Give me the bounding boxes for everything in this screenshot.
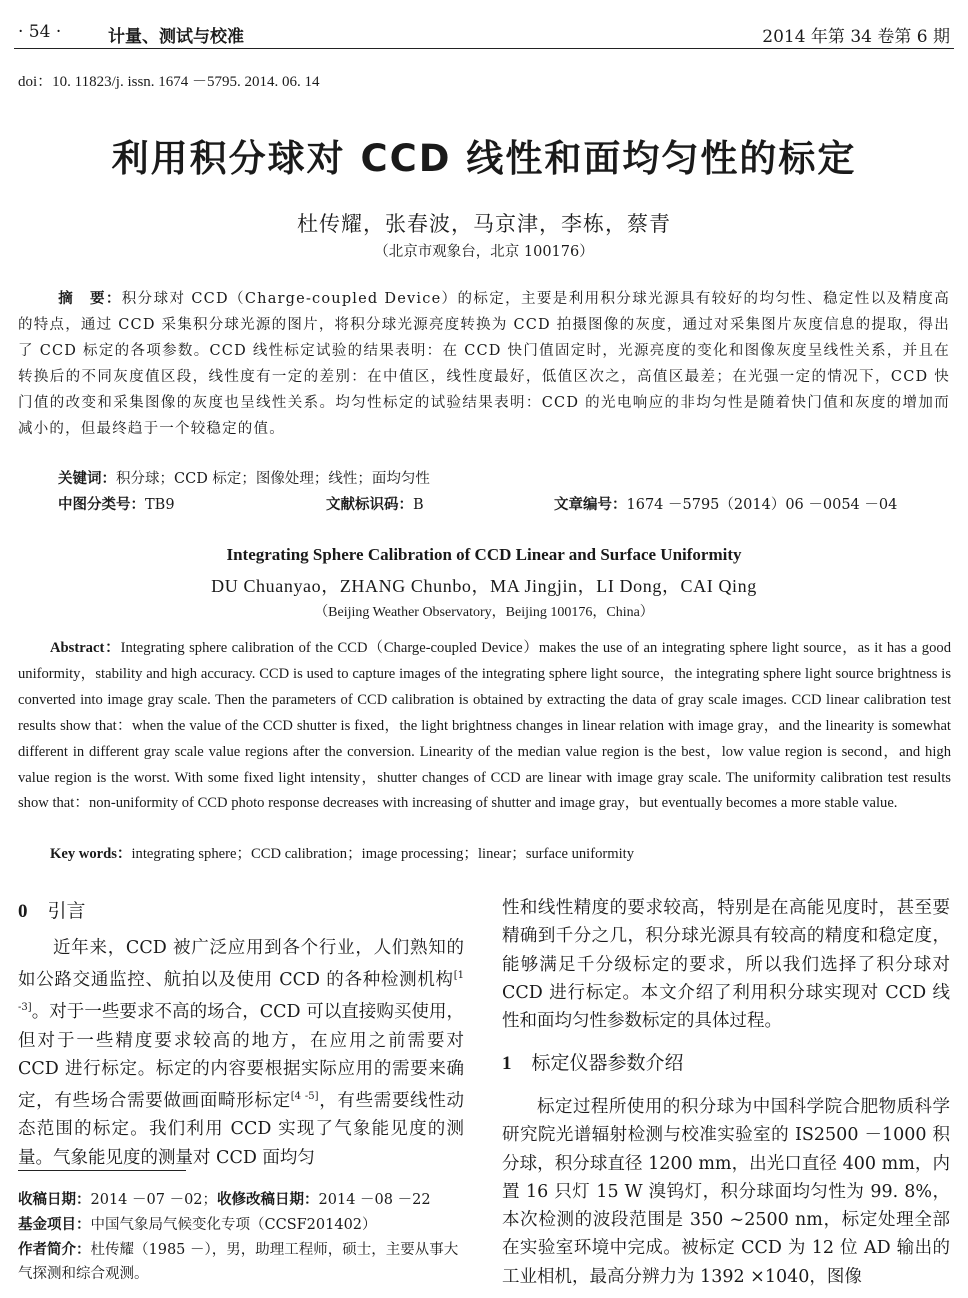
keywords-en bbox=[50, 842, 634, 863]
section-1-heading bbox=[502, 1048, 684, 1075]
abstract-en-text: Integrating sphere calibration of the CCD（Charge-coupled Device）makes the use of an integrating sphere light source，as it has a good uniformity，stability and high accuracy. CCD is used to capture images of the integrating sphere light source，the integrating sphere light source brightness is converted into image gray scale. Then the parameters of CCD calibration is obtained by extracting the data of gray scale images. CCD linear calibration test results show that：when the value of the CCD shutter is fixed，the light brightness changes in linear relation with image gray，and the linearity is somewhat different in different gray scale value regions after the conversion. Linearity of the median value region is the best，low value region is second，and high value region is the worst. With some fixed light intensity，shutter changes of CCD are linear with image gray scale. The uniformity calibration test results show that：non-uniformity of CCD photo response decreases with increasing of shutter and image gray，but eventually becomes a more stable value. bbox=[18, 640, 951, 812]
article-number-label: 文章编号： bbox=[554, 497, 627, 513]
authors: 杜传耀，张春波，马京津，李栋，蔡青 bbox=[297, 212, 671, 236]
clc-number bbox=[58, 493, 175, 514]
right-paragraph-2: 标定过程所使用的积分球为中国科学院合肥物质科学研究院光谱辐射检测与校准实验室的 IS2500 －1000 积分球，积分球直径 1200 mm，出光口直径 400 mm，内置 16 只灯 15 W 溴钨灯，积分球面均匀性为 99. 8%，本次检测的波段范围是 350 ~2500 nm，标定处理全部在实验室环境中完成。被标定 CCD 为 12 位 AD 输出的工业相机，最高分辨力为 1392 ×1040，图像 bbox=[502, 1097, 950, 1287]
section-1-title: 标定仪器参数介绍 bbox=[531, 1052, 684, 1074]
section-0-title: 引言 bbox=[47, 900, 86, 922]
keywords-cn bbox=[58, 467, 430, 488]
bio-text: 杜传耀（1985 －），男，助理工程师，硕士，主要从事大气探测和综合观测。 bbox=[18, 1242, 459, 1282]
revised-date: 2014 －08 －22 bbox=[318, 1192, 431, 1208]
journal-section: 计量、测试与校准 bbox=[108, 27, 244, 47]
section-0-heading bbox=[18, 896, 86, 923]
bio-label: 作者简介： bbox=[18, 1242, 91, 1258]
english-authors: DU Chuanyao，ZHANG Chunbo，MA Jingjin，LI Dong，CAI Qing bbox=[211, 576, 757, 596]
english-affiliation: （Beijing Weather Observatory，Beijing 100176，China） bbox=[314, 605, 654, 620]
paper-title: 利用积分球对 CCD 线性和面均匀性的标定 bbox=[111, 137, 857, 180]
page-number: · 54 · bbox=[18, 22, 62, 42]
footnote-bio bbox=[18, 1238, 466, 1286]
section-0-number: 0 bbox=[18, 901, 28, 922]
doc-code bbox=[326, 493, 424, 514]
keywords-en-label: Key words： bbox=[50, 846, 132, 862]
revised-label: 收修改稿日期： bbox=[217, 1192, 319, 1208]
journal-issue: 2014 年第 34 卷第 6 期 bbox=[762, 27, 950, 47]
affiliation: （北京市观象台，北京 100176） bbox=[374, 244, 594, 260]
received-label: 收稿日期： bbox=[18, 1192, 91, 1208]
keywords-en-text: integrating sphere；CCD calibration；image processing；linear；surface uniformity bbox=[131, 846, 635, 862]
article-number bbox=[554, 493, 897, 514]
fund-label: 基金项目： bbox=[18, 1217, 91, 1233]
section-1-number: 1 bbox=[502, 1053, 512, 1074]
clc-label: 中图分类号： bbox=[58, 497, 145, 513]
keywords-cn-text: 积分球；CCD 标定；图像处理；线性；面均匀性 bbox=[116, 471, 430, 487]
abstract-cn-text: 积分球对 CCD（Charge-coupled Device）的标定，主要是利用积分球光源具有较好的均匀性、稳定性以及精度高的特点，通过 CCD 采集积分球光源的图片，将积分球光源亮度转换为 CCD 拍摄图像的灰度，通过对采集图片灰度信息的提取，得出了 CCD 标定的各项参数。CCD 线性标定试验的结果表明：在 CCD 快门值固定时，光源亮度的变化和图像灰度呈线性关系，并且在转换后的不同灰度值区段，线性度有一定的差别：在中值区，线性度最好，低值区次之，高值区最差；在光强一定的情况下，CCD 快门值的改变和采集图像的灰度也呈线性关系。均匀性标定的试验结果表明：CCD 的光电响应的非均匀性是随着快门值和灰度的增加而减小的，但最终趋于一个较稳定的值。 bbox=[18, 291, 950, 437]
citation-1: [1 -3] bbox=[18, 970, 464, 1014]
footnote-dates bbox=[18, 1188, 466, 1212]
keywords-cn-label: 关键词： bbox=[58, 471, 116, 487]
article-number-value: 1674 －5795（2014）06 －0054 －04 bbox=[626, 497, 898, 513]
clc-value: TB9 bbox=[145, 497, 175, 513]
intro-paragraph bbox=[18, 934, 464, 1172]
fund-text: 中国气象局气候变化专项（CCSF201402） bbox=[90, 1217, 377, 1233]
abstract-en-label: Abstract： bbox=[50, 640, 121, 656]
header-rule bbox=[14, 48, 954, 49]
received-date: 2014 －07 －02； bbox=[90, 1192, 218, 1208]
english-title: Integrating Sphere Calibration of CCD Linear and Surface Uniformity bbox=[226, 545, 742, 564]
intro-text-1: 近年来，CCD 被广泛应用到各个行业，人们熟知的如公路交通监控、航拍以及使用 CCD 的各种检测机构 bbox=[18, 938, 464, 991]
footnote-rule bbox=[18, 1170, 186, 1171]
footnote-fund bbox=[18, 1213, 466, 1237]
intro-text-3: ，有些需要线性动态范围的标定。我们利用 CCD 实现了气象能见度的测量。气象能见度的测量对 CCD 面均匀 bbox=[18, 1090, 465, 1168]
doc-code-label: 文献标识码： bbox=[326, 497, 413, 513]
intro-text-2: 。对于一些要求不高的场合，CCD 可以直接购买使用，但对于一些精度要求较高的地方，在应用之前需要对 CCD 进行标定。标定的内容要根据实际应用的需要来确定，有些场合需要做画面畸形标定 bbox=[18, 1002, 464, 1111]
doc-code-value: B bbox=[413, 497, 424, 513]
right-paragraph-1: 性和线性精度的要求较高，特别是在高能见度时，甚至要精确到千分之几，积分球光源具有较高的精度和稳定度，能够满足千分级标定的要求，所以我们选择了积分球对 CCD 进行标定。本文介绍了利用积分球实现对 CCD 线性和面均匀性参数标定的具体过程。 bbox=[502, 898, 950, 1032]
doi: doi：10. 11823/j. issn. 1674 －5795. 2014. 06. 14 bbox=[18, 74, 320, 90]
abstract-cn-label: 摘 要： bbox=[58, 291, 122, 307]
citation-2: [4 -5] bbox=[290, 1091, 319, 1103]
abstract-cn bbox=[18, 286, 950, 442]
abstract-en bbox=[18, 636, 951, 817]
